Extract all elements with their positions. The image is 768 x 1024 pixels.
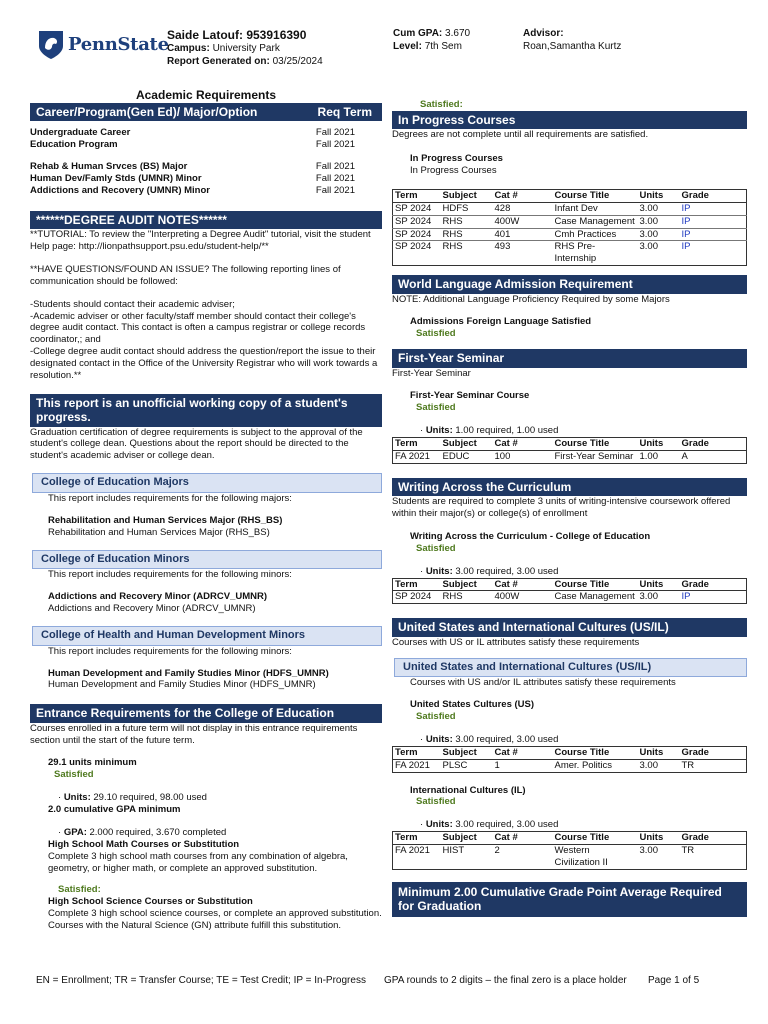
- table-row: FA 2021 HIST 2 Western Civilization II 3.00 TR: [395, 845, 695, 868]
- table-row: FA 2021 PLSC 1 Amer. Politics 3.00 TR: [395, 759, 695, 771]
- us-il-cultures-bar: United States and International Cultures (US/IL): [392, 618, 747, 636]
- writing-across-curriculum-table: Term Subject Cat # Course Title Units Grade SP 2024 RHS 400W Case Management 3.00 IP: [392, 578, 747, 605]
- satisfied-label: Satisfied: [416, 796, 456, 808]
- entrance-requirements-section: Courses enrolled in a future term will not display in this entrance requirements section until the start of the future term. 29.1 units minimum Satisfied · Units: 29.10 required, 98.00 used 2.0 cumulative GPA minimum · GPA: 2.000 required, 3.670 completed High School Math Courses or Substitution Complete 3 high school math courses from any combination of algebra, geometry, or higher math, or complete an approved substitution. Satisfied: High School Science Courses or Substitution Complete 3 high school science courses, or complete an approved substitution. Courses with the Natural Science (GN) attribute fulfill this substitution.: [30, 722, 382, 932]
- academic-requirements-title: Academic Requirements: [135, 88, 277, 102]
- in-progress-table: Term Subject Cat # Course Title Units Grade SP 2024 HDFS 428 Infant Dev 3.00 IP SP 2024 RHS 400W Case Management 3.00 IP SP 2024 RHS 401 Cmh Practices 3.00 IP SP 2024 RHS 493 RHS Pre-Internship 3.00 IP: [392, 189, 747, 266]
- satisfied-label: Satisfied:: [420, 99, 463, 110]
- first-year-seminar-table: Term Subject Cat # Course Title Units Grade FA 2021 EDUC 100 First-Year Seminar 1.00 A: [392, 437, 747, 464]
- minimum-gpa-bar: Minimum 2.00 Cumulative Grade Point Average Required for Graduation: [392, 882, 747, 917]
- satisfied-label: Satisfied: [416, 328, 456, 340]
- table-row: SP 2024 RHS 401 Cmh Practices 3.00 IP: [393, 228, 747, 241]
- footer-gpa-note: GPA rounds to 2 digits – the final zero is a place holder: [384, 975, 627, 986]
- level: 7th Sem: [424, 40, 462, 52]
- unofficial-report-bar: This report is an unofficial working copy of a student's progress.: [30, 394, 382, 427]
- student-name: Saide Latouf: 953916390: [167, 28, 307, 42]
- coe-minors-bar: College of Education Minors: [32, 550, 382, 570]
- hhd-minors-bar: College of Health and Human Development Minors: [32, 626, 382, 646]
- in-progress-text: Degrees are not complete until all requirements are satisfied.: [392, 129, 649, 141]
- first-year-seminar-bar: First-Year Seminar: [392, 349, 747, 367]
- intl-cultures-table: Term Subject Cat # Course Title Units Grade FA 2021 HIST 2 Western Civilization II 3.00 TR: [392, 831, 747, 870]
- page-number: Page 1 of 5: [648, 975, 700, 986]
- advisor-name: Roan,Samantha Kurtz: [523, 40, 622, 52]
- coe-minors-section: This report includes requirements for the following minors: Addictions and Recovery Minor (ADRCV_UMNR) Addictions and Recovery Minor (ADRCV_UMNR): [48, 569, 292, 615]
- advisor-info: Advisor: Roan,Samantha Kurtz: [523, 28, 622, 52]
- nittany-lion-shield-icon: [38, 30, 64, 60]
- degree-audit-notes: **TUTORIAL: To review the "Interpreting a Degree Audit" tutorial, visit the student Help page: http://lionpathsupport.psu.edu/student-help/** **HAVE QUESTIONS/FOUND AN ISSUE? The following reporting lines of communication should be followed: -Students should contact their academic adviser; -Academic adviser or other faculty/staff member should contact their college's degree audit contact. This contact is often a campus registrar or college records coordinator,; and -College degree audit contact should address the question/report the issue to their designated contact in the Office of the University Registrar who will work towards a resolution.**: [30, 229, 378, 381]
- cum-gpa: 3.670: [445, 28, 471, 39]
- us-cultures-table: Term Subject Cat # Course Title Units Grade FA 2021 PLSC 1 Amer. Politics 3.00 TR: [392, 746, 747, 773]
- degree-audit-notes-bar: ******DEGREE AUDIT NOTES******: [30, 211, 382, 229]
- satisfied-label: Satisfied: [54, 769, 94, 781]
- coe-majors-section: This report includes requirements for the following majors: Rehabilitation and Human Services Major (RHS_BS) Rehabilitation and Human Services Major (RHS_BS): [48, 492, 292, 538]
- world-language-bar: World Language Admission Requirement: [392, 275, 747, 293]
- logo-text: PennState: [68, 33, 169, 55]
- satisfied-label: Satisfied:: [58, 884, 101, 896]
- table-row: SP 2024 HDFS 428 Infant Dev 3.00 IP: [393, 202, 747, 215]
- writing-across-curriculum-bar: Writing Across the Curriculum: [392, 478, 747, 496]
- right-column: Satisfied: In Progress Courses Degrees are not complete until all requirements are satisfied. In Progress Courses In Progress Courses Term Subject Cat # Course Title Units Grade SP 2024 HDFS 428 Infant Dev 3.00 IP SP 2024 RHS 400W Case Management 3.00 IP SP 2024 RHS 401 Cmh Practices 3.00 IP SP 2024 RHS 493 RHS Pre-Internship 3.00 IP World Language Admission Requirement NOTE: Additional Language Proficiency Required by some Majors Admissions Foreign Language Satisfied Satisfied First-Year Seminar First-Year Seminar First-Year Seminar Course Satisfied · Units: 1.00 required, 1.00 used Term Subject Cat # Course Title Units Grade FA 2021 EDUC 100 First-Year Seminar 1.00 A Writing Across the Curriculum Students are required to complete 3 units of writing-intensive coursework offered within their major(s) or college(s) of enrollment Writing Across the Curriculum - College of Education Satisfied · Units: 3.00 required, 3.00 used Term Subject Cat # Course Title Units Grade SP 2024 RHS 400W Case Management 3.00 IP United States and International Cultures (US/IL) Courses with US or IL attributes satisfy these requirements United States and International Cultures (US/IL) Courses with US and/or IL attributes satisfy these requirements United States Cultures (US) Satisfied · Units: 3.00 required, 3.00 used Term Subject Cat # Course Title Units Grade FA 2021 PLSC 1 Amer. Politics 3.00 TR International Cultures (IL) Satisfied · Units: 3.00 required, 3.00 used Term Subject Cat # Course Title Units Grade FA 2021 HIST 2 Western Civilization II 3.00 TR Minimum 2.00 Cumulative Grade Point Average Required for Graduation: [392, 99, 747, 917]
- table-row: FA 2021 EDUC 100 First-Year Seminar 1.00 A: [395, 450, 688, 462]
- career-program-list: Undergraduate Career Fall 2021 Education Program Fall 2021 Rehab & Human Srvces (BS) Major Fall 2021 Human Dev/Famly Stds (UMNR) Minor Fall 2021 Addictions and Recovery (UMNR) Minor Fall 2021: [30, 127, 355, 196]
- footer-legend: EN = Enrollment; TR = Transfer Course; TE = Test Credit; IP = In-Progress: [36, 975, 366, 986]
- hhd-minors-section: This report includes requirements for the following minors: Human Development and Family Studies Minor (HDFS_UMNR) Human Development and Family Studies Minor (HDFS_UMNR): [48, 645, 329, 691]
- student-info: Saide Latouf: 953916390 Campus: University Park Report Generated on: 03/25/2024: [167, 28, 323, 67]
- pennstate-logo: [38, 30, 169, 60]
- left-column: [30, 88, 382, 932]
- report-date: 03/25/2024: [272, 55, 323, 67]
- in-progress-bar: In Progress Courses: [392, 111, 747, 129]
- coe-majors-bar: College of Education Majors: [32, 473, 382, 493]
- table-row: SP 2024 RHS 400W Case Management 3.00 IP: [395, 591, 691, 603]
- us-il-cultures-subbar: United States and International Cultures (US/IL): [394, 658, 747, 678]
- campus: University Park: [212, 43, 280, 54]
- career-program-bar: Career/Program(Gen Ed)/ Major/Option Req Term: [30, 103, 382, 121]
- table-row: SP 2024 RHS 400W Case Management 3.00 IP: [393, 215, 747, 228]
- entrance-requirements-bar: Entrance Requirements for the College of Education: [30, 704, 382, 722]
- satisfied-label: Satisfied: [416, 542, 456, 554]
- satisfied-label: Satisfied: [416, 711, 456, 723]
- satisfied-label: Satisfied: [416, 402, 456, 414]
- table-row: SP 2024 RHS 493 RHS Pre-Internship 3.00 IP: [395, 241, 691, 265]
- gpa-info: Cum GPA: 3.670 Level: 7th Sem: [393, 28, 471, 52]
- unofficial-report-text: Graduation certification of degree requirements is subject to the approval of the student's college dean. Questions about the report should be directed to the student's academic adviser or college dean.: [30, 426, 363, 462]
